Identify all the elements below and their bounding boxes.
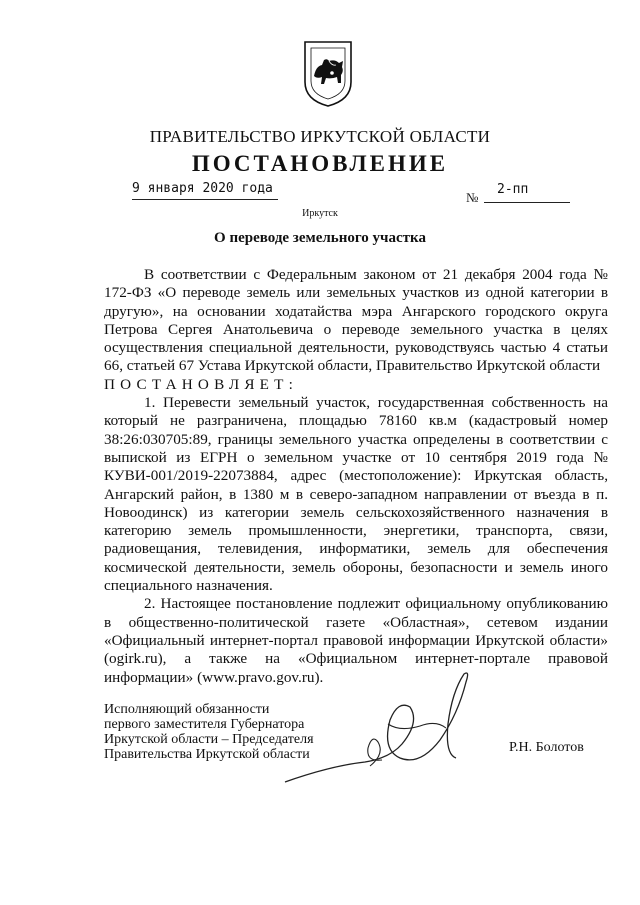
document-number: 2-пп bbox=[497, 182, 529, 197]
handwritten-signature-icon bbox=[270, 662, 500, 792]
resolve-word: ПОСТАНОВЛЯЕТ: bbox=[104, 375, 299, 393]
position-line: первого заместителя Губернатора bbox=[104, 717, 305, 732]
number-underline bbox=[484, 202, 570, 203]
document-body bbox=[104, 266, 608, 687]
position-line: Иркутской области – Председателя bbox=[104, 732, 314, 747]
organization-title: ПРАВИТЕЛЬСТВО ИРКУТСКОЙ ОБЛАСТИ bbox=[149, 127, 491, 146]
item-1-paragraph: 1. Перевести земельный участок, государственная собственность на который не разграничена, площадью 78160 кв.м (кадастровый номер 38:26:030705:89, границы земельного участка определены в соответствии с выпиской из ЕГРН о земельном участке от 10 сентября 2019 года № КУВИ-001/2019-22073884, адрес (местоположение): Иркутская область, Ангарский район, в 1380 м в северо-западном направлении от въезда в п. Новоодинск) из категории земель сельскохозяйственного назначения в категорию земель промышленности, энергетики, транспорта, связи, радиовещания, телевидения, информатики, земель для обеспечения космической деятельности, земель обороны, безопасности и земель иного специального назначения. bbox=[104, 394, 608, 595]
document-type: ПОСТАНОВЛЕНИЕ bbox=[191, 151, 449, 176]
document-subject: О переводе земельного участка bbox=[214, 230, 426, 246]
item-2-paragraph: 2. Настоящее постановление подлежит официальному опубликованию в общественно-политической газете «Областная», сетевом издании «Официальный интернет-портал правовой информации Иркутской области» (ogirk.ru), а также на «Официальном интернет-портале правовой информации» (www.pravo.gov.ru). bbox=[104, 595, 608, 686]
position-line: Исполняющий обязанности bbox=[104, 702, 270, 717]
document-date: 9 января 2020 года bbox=[132, 181, 273, 196]
intro-paragraph: В соответствии с Федеральным законом от 21 декабря 2004 года № 172-ФЗ «О переводе земель или земельных участков из одной категории в другую», на основании ходатайства мэра Ангарского городского округа Петрова Сергея Анатольевича о переводе земельного участка в целях осуществления специальной деятельности, руководствуясь частью 4 статьи 66, статьей 67 Устава Иркутской области, Правительство Иркутской области bbox=[104, 266, 608, 375]
signatory-name: Р.Н. Болотов bbox=[509, 740, 584, 755]
date-underline bbox=[132, 199, 278, 200]
city-label: Иркутск bbox=[302, 208, 338, 219]
number-sign: № bbox=[466, 190, 479, 205]
position-line: Правительства Иркутской области bbox=[104, 747, 310, 762]
coat-of-arms-icon bbox=[302, 36, 354, 108]
